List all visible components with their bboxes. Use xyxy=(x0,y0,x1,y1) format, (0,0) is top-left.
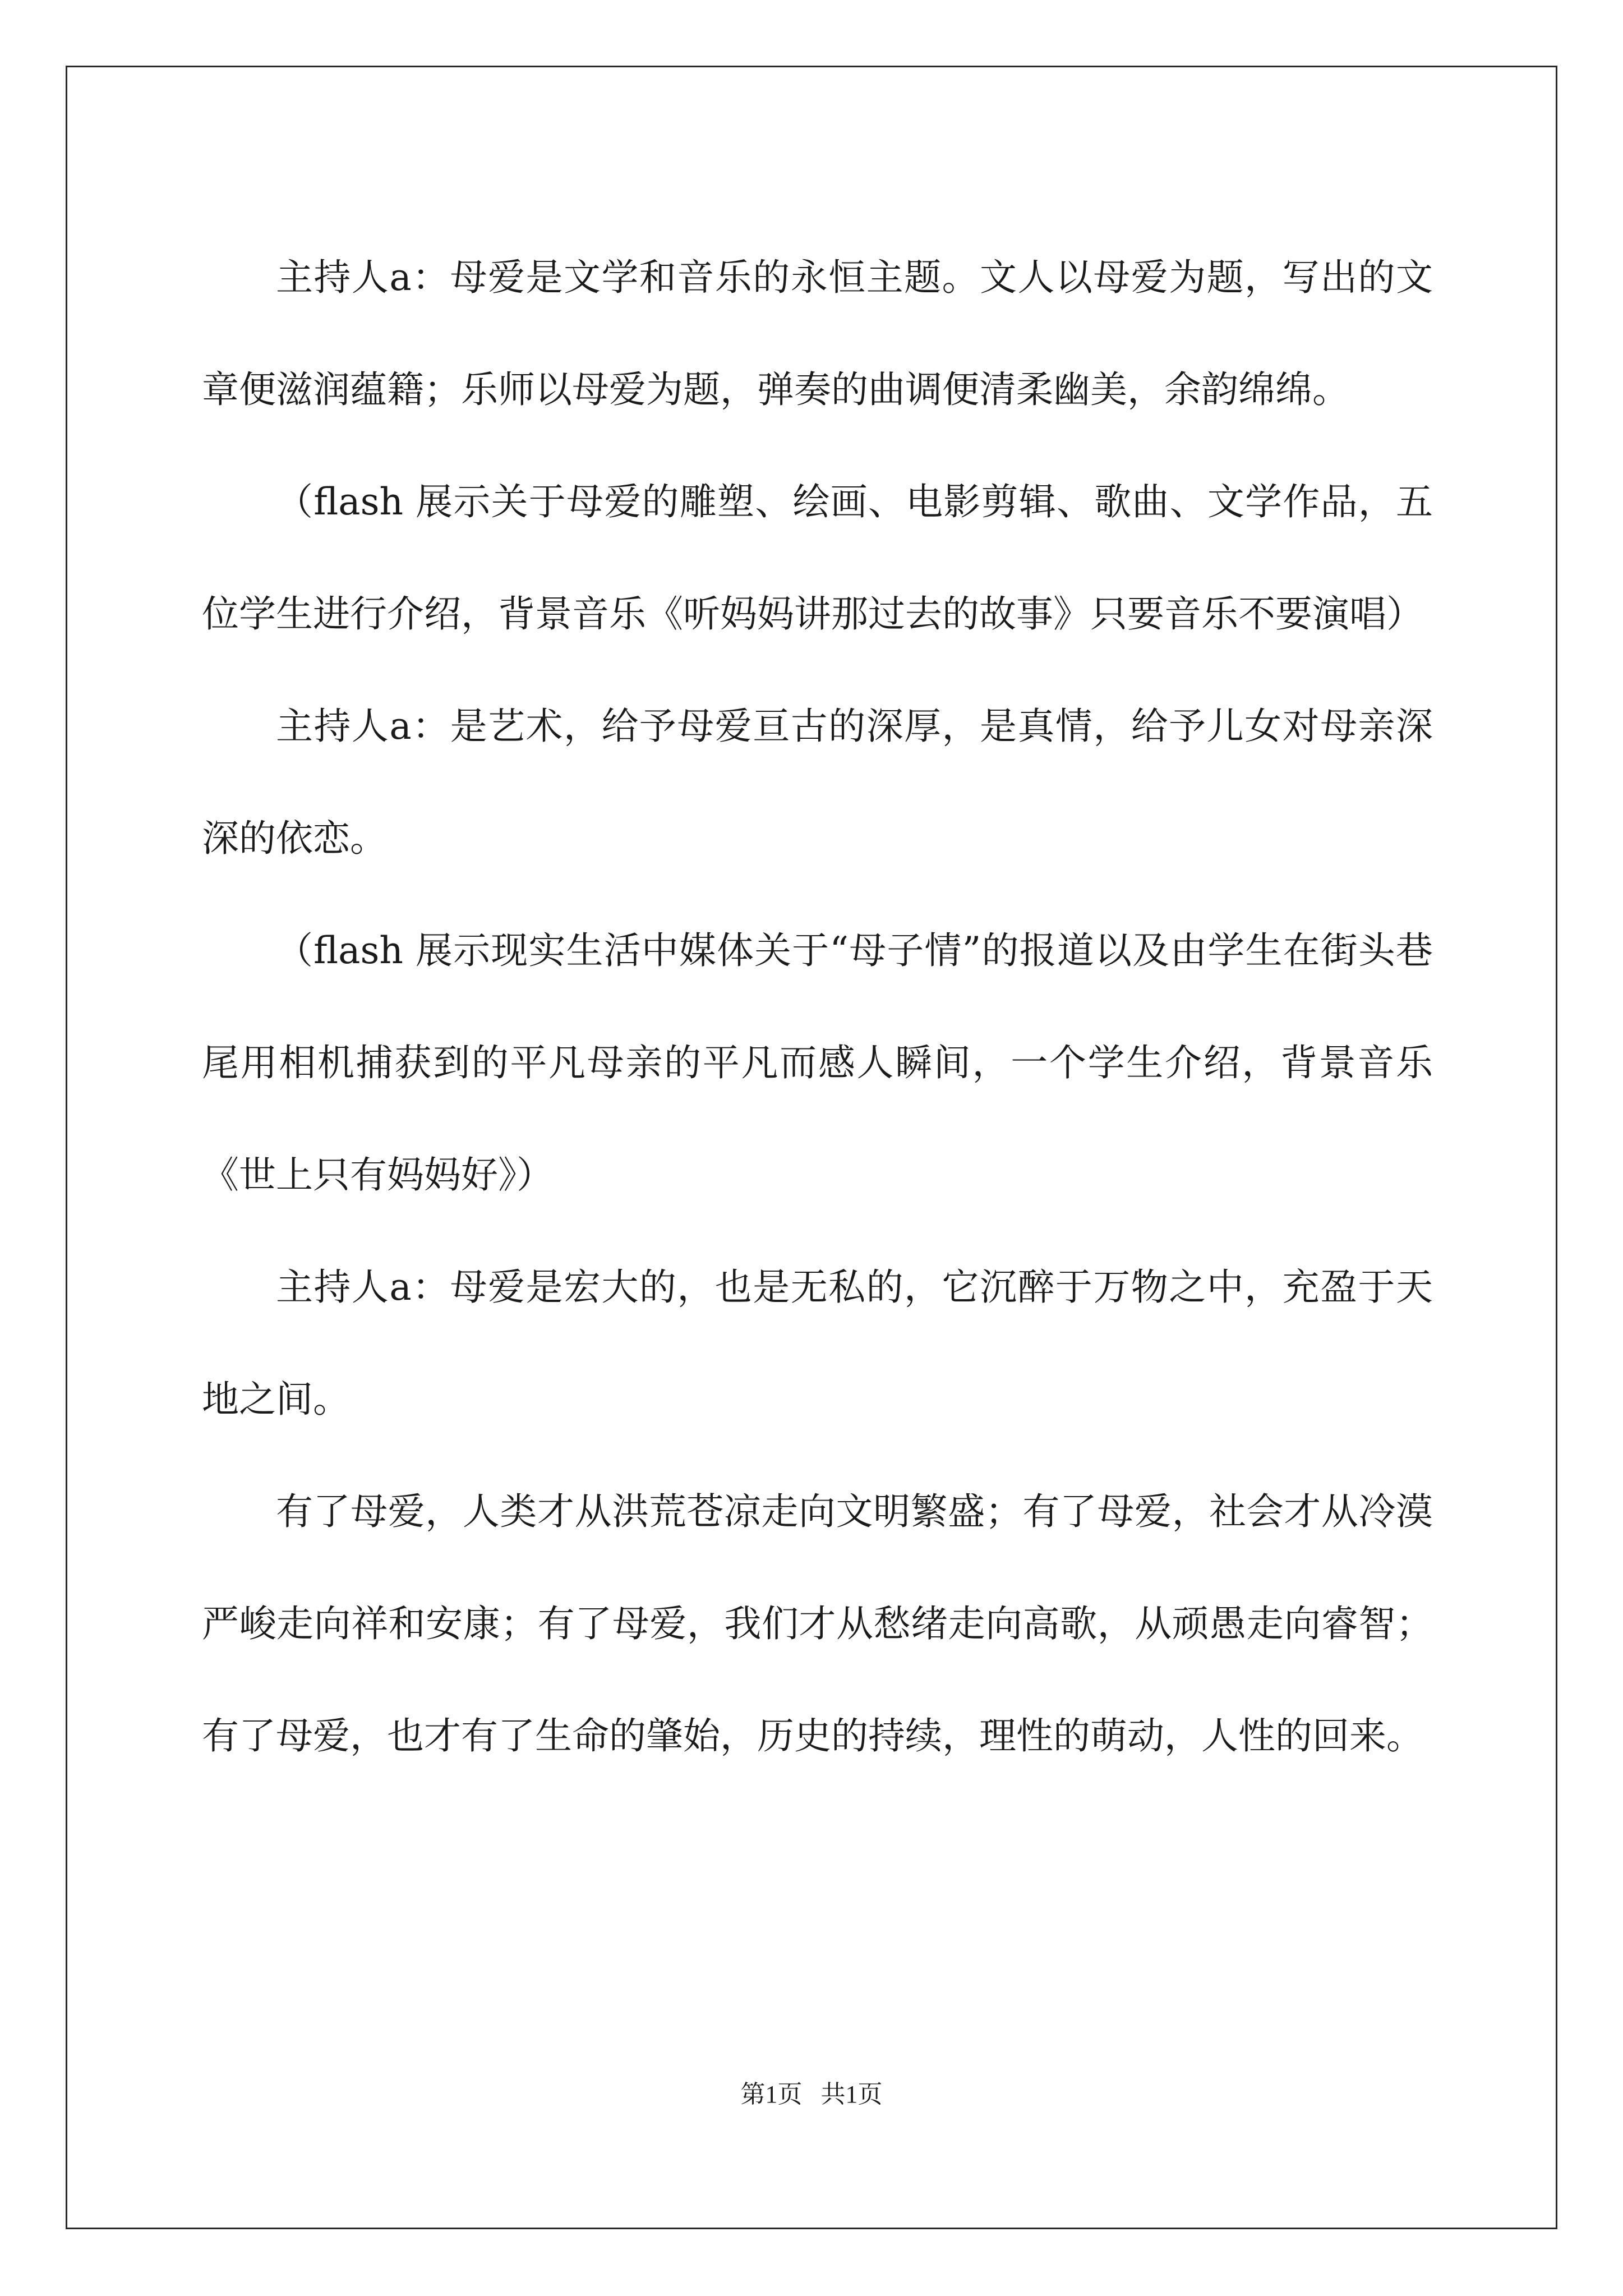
paragraph-2: （flash 展示关于母爱的雕塑、绘画、电影剪辑、歌曲、文学作品，五位学生进行介绍，背景音乐《听妈妈讲那过去的故事》只要音乐不要演唱） xyxy=(202,480,1433,636)
paragraph-4: （flash 展示现实生活中媒体关于“母子情”的报道以及由学生在街头巷尾用相机捕获到的平凡母亲的平凡而感人瞬间，一个学生介绍，背景音乐《世上只有妈妈好》） xyxy=(202,929,1433,1197)
paragraph-5: 主持人a：母爱是宏大的，也是无私的，它沉醉于万物之中，充盈于天地之间。 xyxy=(202,1266,1433,1421)
document-body xyxy=(202,222,1433,1792)
page-footer xyxy=(0,2074,1623,2110)
paragraph-3: 主持人a：是艺术，给予母爱亘古的深厚，是真情，给予儿女对母亲深深的依恋。 xyxy=(202,705,1433,860)
paragraph-6: 有了母爱，人类才从洪荒苍凉走向文明繁盛；有了母爱，社会才从冷漠严峻走向祥和安康；有了母爱，我们才从愁绪走向高歌，从顽愚走向睿智；有了母爱，也才有了生命的肇始，历史的持续，理性的萌动，人性的回来。 xyxy=(202,1490,1433,1757)
paragraph-1: 主持人a：母爱是文学和音乐的永恒主题。文人以母爱为题，写出的文章便滋润蕴籍；乐师以母爱为题，弹奏的曲调便清柔幽美，余韵绵绵。 xyxy=(202,256,1433,411)
page-total: 共1页 xyxy=(820,2081,883,2108)
page-number: 第1页 xyxy=(740,2081,803,2108)
footer-spacer xyxy=(803,2081,821,2108)
